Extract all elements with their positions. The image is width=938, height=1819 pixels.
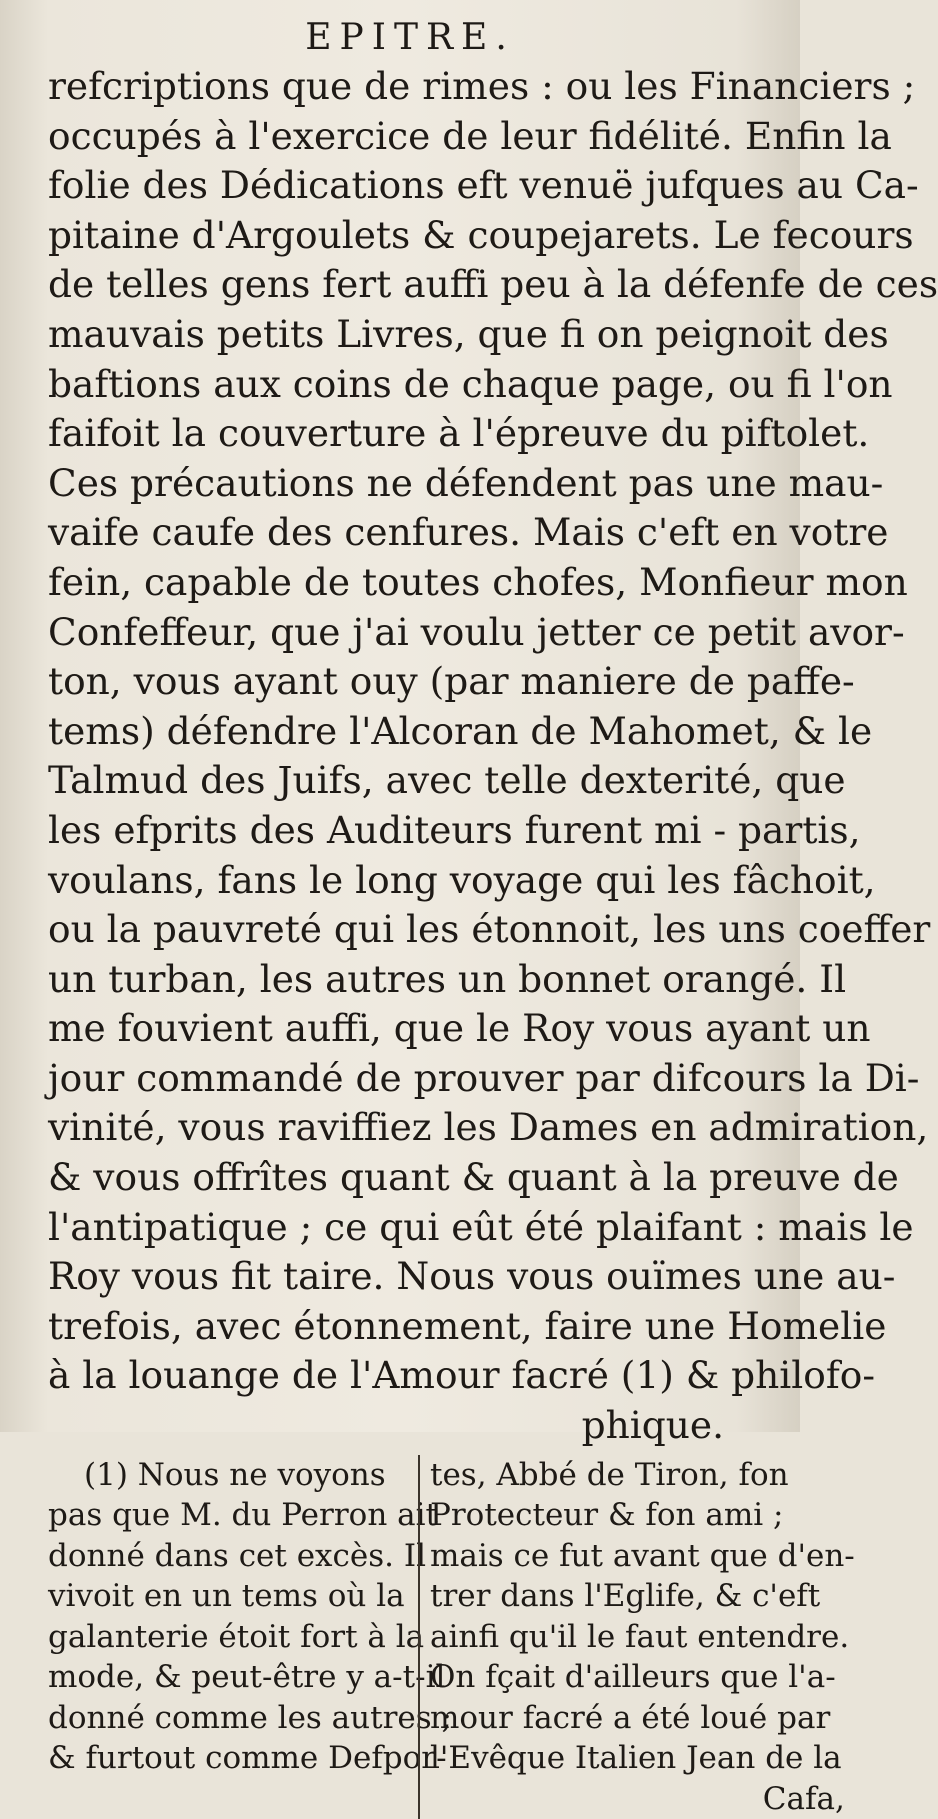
text-line: Talmud des Juifs, avec telle dexterité, que xyxy=(48,758,846,803)
text-line: baftions aux coins de chaque page, ou fi l'on xyxy=(48,361,893,406)
footnote-line: mais ce fut avant que d'en- xyxy=(430,1537,855,1574)
footnotes xyxy=(48,1455,855,1819)
footnote-line: trer dans l'Eglife, & c'eft xyxy=(430,1578,821,1615)
footnote-line: galanterie étoit fort à la xyxy=(48,1618,425,1655)
text-line: l'antipatique ; ce qui eût été plaifant : mais le xyxy=(48,1204,914,1249)
text-line: Ces précautions ne défendent pas une mau- xyxy=(48,460,884,505)
text-line: voulans, fans le long voyage qui les fâchoit, xyxy=(48,857,876,902)
catchword: Cafa, xyxy=(762,1780,845,1817)
text-line: vinité, vous raviffiez les Dames en admiration, xyxy=(48,1105,929,1150)
footnote-line: l'Evêque Italien Jean de la xyxy=(430,1740,842,1777)
footnote-line: Protecteur & fon ami ; xyxy=(430,1497,784,1534)
text-line: trefois, avec étonnement, faire une Homelie xyxy=(48,1303,887,1348)
text-line: vaife caufe des cenfures. Mais c'eft en votre xyxy=(48,510,889,555)
text-line: ou la pauvreté qui les étonnoit, les uns coeffer xyxy=(48,907,931,952)
main-text xyxy=(48,62,938,1451)
footnote-line: donné dans cet excès. Il xyxy=(48,1537,427,1574)
text-line: pitaine d'Argoulets & coupejarets. Le fecours xyxy=(48,212,914,257)
text-line: occupés à l'exercice de leur fidélité. Enfin la xyxy=(48,113,892,158)
text-line: & vous offrîtes quant & quant à la preuve de xyxy=(48,1155,899,1200)
text-line: phique. xyxy=(581,1403,724,1448)
footnote-line: (1) Nous ne voyons xyxy=(84,1456,386,1493)
footnote-right-column xyxy=(418,1455,855,1819)
text-line: faifoit la couverture à l'épreuve du piftolet. xyxy=(48,411,870,456)
footnote-line: On fçait d'ailleurs que l'a- xyxy=(430,1659,836,1696)
text-line: jour commandé de prouver par difcours la Di- xyxy=(48,1055,920,1100)
text-line: un turban, les autres un bonnet orangé. Il xyxy=(48,956,847,1001)
footnote-line: vivoit en un tems où la xyxy=(48,1578,405,1615)
text-line: tems) défendre l'Alcoran de Mahomet, & le xyxy=(48,708,873,753)
footnote-line: mour facré a été loué par xyxy=(430,1699,831,1736)
text-line: mauvais petits Livres, que fi on peignoit des xyxy=(48,311,889,356)
text-line: les efprits des Auditeurs furent mi - partis, xyxy=(48,807,861,852)
text-line: Roy vous fit taire. Nous vous ouïmes une au- xyxy=(48,1254,896,1299)
footnote-left-column xyxy=(48,1455,452,1819)
footnote-line: & furtout comme Defpor- xyxy=(48,1740,447,1777)
text-line: de telles gens fert auffi peu à la défenfe de ces xyxy=(48,262,938,307)
footnote-line: tes, Abbé de Tiron, fon xyxy=(430,1456,789,1493)
text-line: Confeffeur, que j'ai voulu jetter ce petit avor- xyxy=(48,609,905,654)
text-line: folie des Dédications eft venuë jufques au Ca- xyxy=(48,163,919,208)
footnote-line: ainfi qu'il le faut entendre. xyxy=(430,1618,850,1655)
text-line: me fouvient auffi, que le Roy vous ayant un xyxy=(48,1006,871,1051)
text-line: refcriptions que de rimes : ou les Financiers ; xyxy=(48,64,916,108)
footnote-line: mode, & peut-être y a-t-il xyxy=(48,1659,446,1696)
text-line: fein, capable de toutes chofes, Monfieur mon xyxy=(48,559,908,604)
running-head: EPITRE. xyxy=(305,17,515,58)
text-line: à la louange de l'Amour facré (1) & philofo- xyxy=(48,1353,875,1398)
footnote-line: donné comme les autres ; xyxy=(48,1699,452,1736)
text-line: ton, vous ayant ouy (par maniere de paffe- xyxy=(48,659,855,704)
footnote-line: pas que M. du Perron ait xyxy=(48,1497,438,1534)
